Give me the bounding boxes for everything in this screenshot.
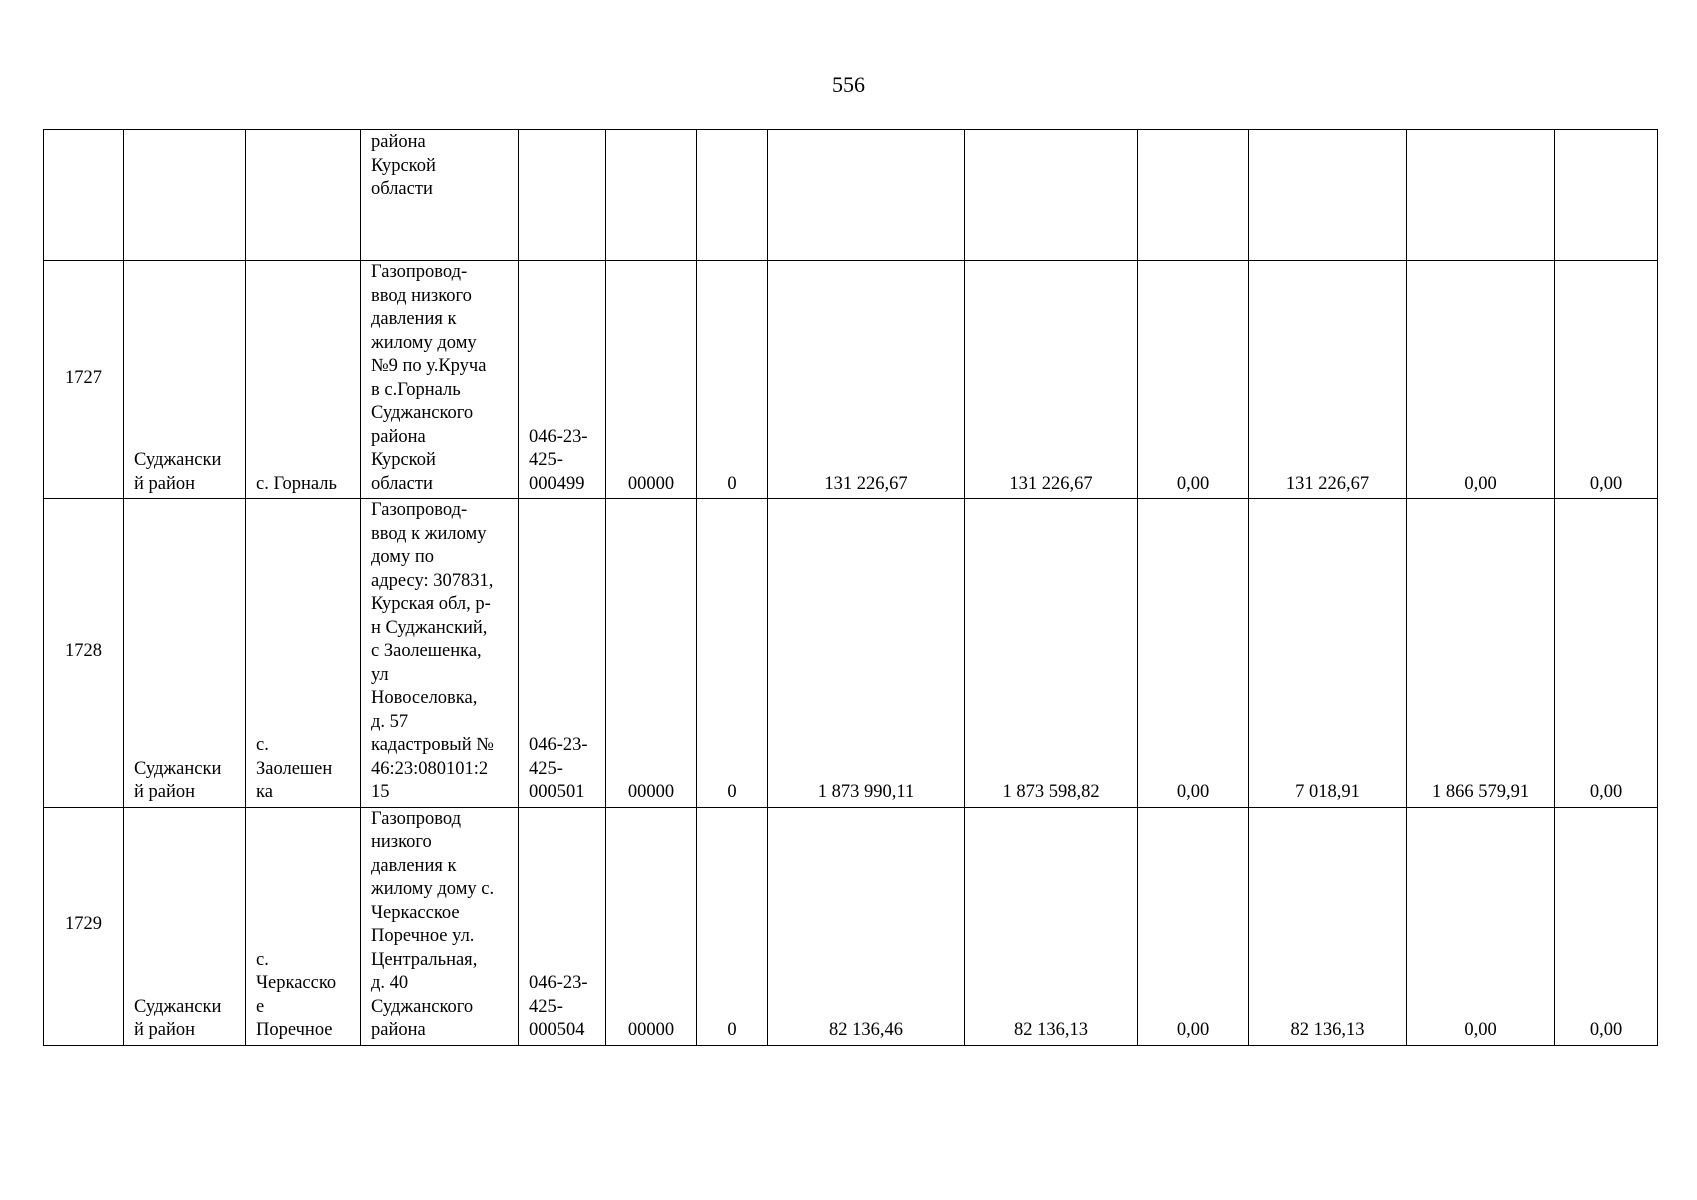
locality-line: Поречное xyxy=(256,1020,333,1040)
row-number-cell xyxy=(44,261,124,499)
description-line: 46:23:080101:2 xyxy=(371,758,489,779)
description-line: области xyxy=(371,473,433,494)
description-line: Поречное ул. xyxy=(371,926,475,946)
table-row xyxy=(44,807,1658,1045)
description-line: н Суджанский, xyxy=(371,617,488,638)
district-line: й район xyxy=(134,782,196,802)
description-line: с Заолешенка, xyxy=(371,641,482,661)
registry-code-line: 000499 xyxy=(529,473,585,494)
district-line: й район xyxy=(134,473,196,494)
value-cell xyxy=(1555,130,1658,261)
row-number: 1728 xyxy=(65,641,102,661)
description-line: №9 по у.Круча xyxy=(371,356,487,376)
code-cell: 00000 xyxy=(606,807,697,1045)
description-line: района xyxy=(371,132,426,152)
registry-code-line: 046-23- xyxy=(529,426,588,447)
district-line: й район xyxy=(134,1020,196,1040)
row-number-cell xyxy=(44,807,124,1045)
page-number: 556 xyxy=(832,72,865,97)
locality-line: Черкасско xyxy=(256,973,337,993)
code-cell xyxy=(606,130,697,261)
value-cell xyxy=(1407,130,1555,261)
description-line: давления к xyxy=(371,309,457,329)
description-line: кадастровый № xyxy=(371,735,494,755)
registry-code-line: 425- xyxy=(529,450,563,470)
value-cell xyxy=(1249,130,1407,261)
value-cell: 82 136,13 xyxy=(1249,807,1407,1045)
value-cell: 0 xyxy=(697,499,768,808)
district-cell xyxy=(124,261,246,499)
district-line: Суджански xyxy=(134,450,222,470)
value-cell: 82 136,46 xyxy=(768,807,965,1045)
locality-line: с. xyxy=(256,735,269,755)
table-row xyxy=(44,261,1658,499)
value-cell xyxy=(965,130,1138,261)
district-cell xyxy=(124,499,246,808)
description-line: д. 57 xyxy=(371,711,409,732)
description-line: района xyxy=(371,426,426,447)
description-line: ввод к жилому xyxy=(371,523,487,544)
description-line: дому по xyxy=(371,547,435,567)
description-line: Газопровод xyxy=(371,808,462,829)
description-line: жилому дому xyxy=(371,332,477,353)
description-line: Курской xyxy=(371,450,436,470)
district-cell xyxy=(124,130,246,261)
registry-code-cell xyxy=(519,261,606,499)
description-line: в с.Горналь xyxy=(371,379,461,400)
description-line: Газопровод- xyxy=(371,500,468,520)
description-cell xyxy=(361,261,519,499)
locality-cell xyxy=(246,261,361,499)
description-line: жилому дому с. xyxy=(371,879,495,899)
value-cell: 0,00 xyxy=(1407,807,1555,1045)
description-line: Курской xyxy=(371,155,436,176)
description-line: низкого xyxy=(371,832,432,852)
code-cell: 00000 xyxy=(606,499,697,808)
description-line: Суджанского xyxy=(371,996,474,1017)
value-cell: 0,00 xyxy=(1555,261,1658,499)
value-cell: 7 018,91 xyxy=(1249,499,1407,808)
value-cell: 0,00 xyxy=(1138,261,1249,499)
registry-code-cell xyxy=(519,807,606,1045)
row-number: 1727 xyxy=(65,367,102,388)
registry-code-line: 000504 xyxy=(529,1020,585,1040)
description-cell xyxy=(361,807,519,1045)
code-cell: 00000 xyxy=(606,261,697,499)
value-cell: 1 866 579,91 xyxy=(1407,499,1555,808)
value-cell: 131 226,67 xyxy=(1249,261,1407,499)
description-line: давления к xyxy=(371,855,457,876)
district-line: Суджански xyxy=(134,758,222,779)
description-line: Новоселовка, xyxy=(371,688,478,708)
registry-code-line: 425- xyxy=(529,758,563,779)
value-cell: 0,00 xyxy=(1555,807,1658,1045)
row-number-cell xyxy=(44,499,124,808)
value-cell: 0,00 xyxy=(1555,499,1658,808)
description-cell xyxy=(361,130,519,261)
description-line: Черкасское xyxy=(371,902,460,923)
table-row xyxy=(44,499,1658,808)
district-line: Суджански xyxy=(134,996,222,1017)
value-cell xyxy=(1138,130,1249,261)
row-number-cell xyxy=(44,130,124,261)
description-line: Курская обл, р- xyxy=(371,594,491,614)
locality-line: Заолешен xyxy=(256,758,333,779)
value-cell xyxy=(697,130,768,261)
value-cell: 1 873 990,11 xyxy=(768,499,965,808)
value-cell: 0,00 xyxy=(1407,261,1555,499)
description-line: района xyxy=(371,1020,426,1040)
locality-line: с. xyxy=(256,949,269,970)
description-line: области xyxy=(371,179,433,199)
locality-line: е xyxy=(256,996,265,1017)
registry-table xyxy=(43,129,1658,1046)
value-cell: 0 xyxy=(697,261,768,499)
locality-line: с. Горналь xyxy=(256,473,337,494)
value-cell xyxy=(768,130,965,261)
value-cell: 0,00 xyxy=(1138,807,1249,1045)
description-line: ул xyxy=(371,664,389,685)
value-cell: 131 226,67 xyxy=(965,261,1138,499)
value-cell: 82 136,13 xyxy=(965,807,1138,1045)
description-line: Суджанского xyxy=(371,403,474,423)
locality-cell xyxy=(246,130,361,261)
locality-cell xyxy=(246,499,361,808)
description-line: Газопровод- xyxy=(371,262,468,282)
description-line: адресу: 307831, xyxy=(371,570,494,591)
value-cell: 0 xyxy=(697,807,768,1045)
registry-code-line: 425- xyxy=(529,996,563,1017)
row-number: 1729 xyxy=(65,914,102,935)
registry-code-cell xyxy=(519,130,606,261)
value-cell: 0,00 xyxy=(1138,499,1249,808)
registry-code-line: 000501 xyxy=(529,782,585,802)
registry-code-line: 046-23- xyxy=(529,973,588,993)
locality-line: ка xyxy=(256,782,273,802)
registry-code-cell xyxy=(519,499,606,808)
description-cell xyxy=(361,499,519,808)
description-line: Центральная, xyxy=(371,949,478,970)
locality-cell xyxy=(246,807,361,1045)
value-cell: 1 873 598,82 xyxy=(965,499,1138,808)
table-row-continuation xyxy=(44,130,1658,261)
description-line: ввод низкого xyxy=(371,285,472,306)
district-cell xyxy=(124,807,246,1045)
description-line: 15 xyxy=(371,782,390,802)
description-line: д. 40 xyxy=(371,973,409,993)
registry-code-line: 046-23- xyxy=(529,735,588,755)
value-cell: 131 226,67 xyxy=(768,261,965,499)
